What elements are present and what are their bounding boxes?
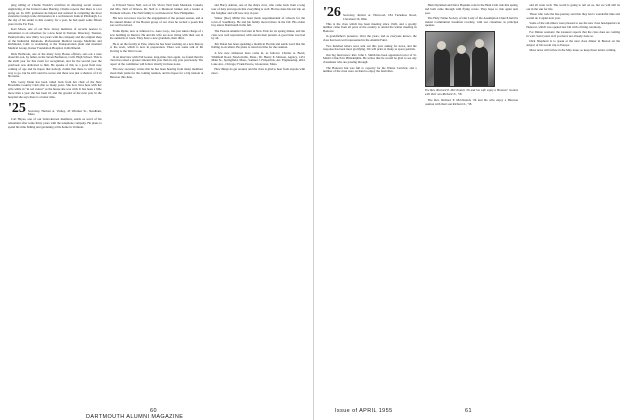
paragraph: In an interview with Fall Geeter, long-time class agent, we found that the class has raised a greater amount this year than in any year previously. The report of the committee will follow shortly in these notes.	[109, 54, 204, 67]
paragraph: Dick Holbrook, one of the many Gray House officers, sets out a note about his son, by father, in the Seven Bachelors, Calif. High School. This is the sixth year for this event for recognition, and for the second year the yearbook was dedicated to him. He speaks of this as a good field now coming of age and he hopes that nobody claims that there is still a long way to go, but he still could be worse and there was just a shadow of it in his name.	[8, 51, 102, 79]
paragraph: Mrs. Gerry Dunn has been called back from her chair of the New Brookline Country Club after so many years. She now lives here with her wife while in "in red velour" as the house she was with. It has been a little more than a year she has been ill, and the ground of the next year in the hospital she says there is a better time.	[8, 79, 102, 99]
paragraph: and all went well. The world is going to tell on us, but we will still be out in the sun for life.	[526, 4, 621, 11]
paragraph: Carl Hayes, one of our better-known members, sends us word of his retirement after some thirty years with the telephone company. He plans to spend his time fishing and gardening at his home in Vermont.	[8, 117, 102, 129]
left-page-columns	[8, 4, 305, 396]
class-secretary: Secretary, Herbert A. Varney, 45 Windsor St., Needham, Mass.	[27, 108, 102, 117]
paragraph: How things do get around, and the class is glad to hear from anyone with news.	[211, 67, 306, 76]
photo-caption: The Rev. Richard P. McClintock '26 and his wife enjoy a Hanover reunion with their son Richard Jr., '58.	[424, 88, 519, 97]
paragraph: The Hanover Inn was full to capacity for the Winter Carnival, and a number of the class were on hand to enjoy the festivities.	[323, 65, 417, 74]
person-figure	[454, 52, 470, 86]
paragraph: Those who rode the bus-journey said that they had a wonderful time and would do it again next year.	[526, 12, 621, 20]
right-column-1	[323, 4, 417, 396]
paragraph: His new successor was for the engagement of the present season, and at the annual dinner of the Boston group of our class he recited a poem that was well received.	[109, 15, 204, 28]
person-figure	[472, 46, 488, 86]
paragraph: Karl Moon, one of our New Jersey members of records nearest to retirement, is an advertiser for a new hotel in Trenton. Directory, Trenton, Pennsylvania, now thirty two years with the company and the original shop of the Industrial Relations, Professional Medical Groups Medicine and Richmond, Calif. is wondering at the Transportation plant and moment Medical Group, Kaiser Foundation Hospital, in Richmond.	[8, 27, 102, 51]
paragraph: Frank Ryder, now at Johnson Co. Auto Corp., has just taken charge of a new building in Denver. He and his wife are now living with their son in the outskirts of town. They have a new grandson, their third.	[109, 28, 204, 41]
reunion-photo	[425, 31, 495, 87]
photo-row	[425, 31, 519, 87]
left-column-3	[211, 4, 305, 396]
paragraph: Some of the old-timers were pleased to see the new class headquarters in Hanover, which was opened last fall with a fitting ceremony.	[526, 21, 621, 29]
paragraph: Walter (Doc) Miller has been made superintendent of schools for the town of Southbury. He and his family moved there in the fall. His oldest boy enters Dartmouth in the fall.	[211, 15, 306, 28]
person-head	[437, 41, 446, 50]
paragraph: Dick Shepherd is to speak at the next class dinner in Boston on the subject of his recent trip to Europe.	[526, 39, 621, 48]
paragraph: to Edward Vance Nell, son of Dr. Victor Nell from Montreal, Canada, and Mrs. Nell of Ottawa. Dr. Nell is a Montreal banker and a leader at Vermont schools. The Nell family is well known in New Hampshire.	[109, 4, 204, 15]
paragraph: Jim Dolan has been spending a month in Florida and sends word that the fishing is excellent. He plans to return in time for the reunion.	[211, 41, 306, 50]
paragraph: in grandfather's presence. Over the years, and as everyone knows, the class has been well represented in the Alumni Fund.	[323, 34, 417, 43]
class-year: '26	[323, 5, 341, 20]
class-secretary: Secretary, Robert A. Harwood, 184 Tuckahoe Road, Cleveland 19, Ohio	[342, 13, 417, 21]
footer-title: Issue of APRIL 1955	[335, 408, 393, 414]
right-page-columns	[323, 4, 620, 396]
person-head	[457, 45, 466, 54]
paragraph: The new secretary writes that he has been hearing from many members about their plans for the coming reunion, and he hopes for a big turnout at Hanover this June.	[109, 67, 204, 80]
paragraph: ping telling of Charlie French's activities in directing social science anglicizing of the United Lakes Bou'ing. Charlie reports that there is a lot going on. In 1931 graduates he helped and assisted in compiling the most extensive foreign trade dictionaries in a well-known bank in Pittsburgh. Lo the day of his return to this country for a year, he had spent some fifteen years in the Far East.	[8, 4, 102, 26]
class-year: '25	[8, 100, 26, 116]
paragraph: The Eastern Alumni Club met in New York for its spring dinner, and the class was well represented, with eleven men present. A good time was had by all.	[211, 28, 306, 41]
paragraph: A few new addresses have come in, as follows: Charles A. Bond, Whitfield Road, Newtonville, Mass.; Dr. Henry P. Johnson, Agency, 1431 Main St., Springfield, Mass.; Samuel J. Fitzpatrick, Arr. Engineering, 4041 Lake Ave., Chicago; Frank Pearce, Gloucester, Mass.	[211, 50, 306, 67]
paragraph: He is on the faculty at Yale, where he has been working on a new history of the town, which is now in preparation. There was some talk of his moving to the West Coast.	[109, 41, 204, 54]
person-figure	[434, 48, 450, 86]
class-heading	[8, 102, 102, 118]
left-column-1	[8, 4, 102, 396]
right-column-3	[526, 4, 620, 396]
paragraph: This is the class which has been meeting since 1926, and a goodly number came from all parts of the country to attend the winter meeting in Hanover.	[323, 21, 417, 34]
paragraph: Two hundred letters were sent out this year asking for news, and the response has been most gratifying. We will print as many as space permits.	[323, 43, 417, 52]
paragraph: The Rev. Richard P. McClintock '26 and his wife enjoy a Hanover reunion with their son Richard Jr., '58.	[424, 97, 519, 106]
paragraph: The Holy Name Society of Our Lady of the Assumption Church held its annual Communion breakfast recently, with our classmate as principal speaker.	[424, 15, 519, 28]
right-page	[315, 0, 628, 420]
paragraph: and Harry Ashton, one of the ship's crew, who came back from a long tour of duty and reports that everything is well. He has done his last trip on the freighter and will now stay in port.	[211, 4, 306, 15]
paragraph: For Dinner sessions: the treasurer reports that the class dues are coming in well. Send yours in if you have not already done so.	[526, 30, 621, 39]
footer-title: DARTMOUTH ALUMNI MAGAZINE	[86, 414, 184, 420]
paragraph: Ham Dyckman and Dave Hopkins rode in the Hunt Club ride this spring, and both came through with flying colors. They hope to ride again next year.	[424, 4, 519, 15]
left-column-2	[110, 4, 204, 396]
page-number: 60	[150, 408, 157, 414]
paragraph: More news will follow in the May issue, so keep those letters coming.	[529, 48, 617, 53]
right-column-2	[425, 4, 519, 396]
page-number: 61	[465, 408, 472, 414]
class-heading	[323, 6, 417, 22]
paragraph: Our big fund news: Rev. John J. Smith has been appointed rector of St. Mark's Church in Philadelphia. He writes that he would be glad to see any classmates who are passing through.	[323, 52, 417, 65]
person-head	[475, 39, 484, 48]
